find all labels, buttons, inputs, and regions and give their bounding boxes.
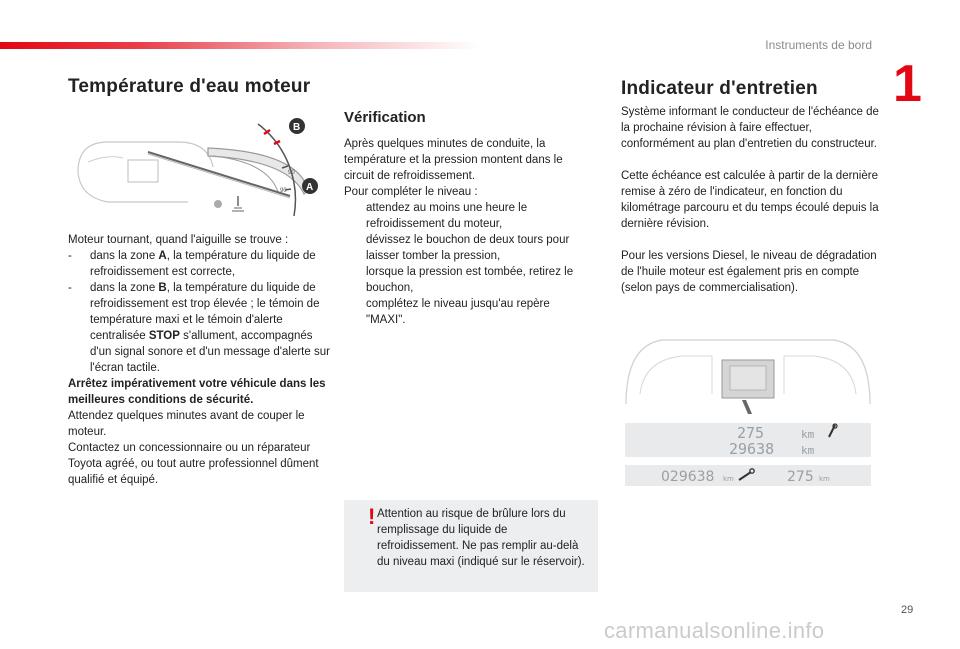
left-body xyxy=(68,232,330,488)
contact-text: Contactez un concessionnaire ou un réparateur Toyota agréé, ou tout autre professionnel dûment qualifié et équipé. xyxy=(68,442,319,486)
coolant-temperature-icon xyxy=(232,196,244,211)
zone-list xyxy=(68,248,330,376)
section-title-maintenance: Indicateur d'entretien xyxy=(621,78,818,99)
warning-text: Attention au risque de brûlure lors du remplissage du liquide de refroidissement. Ne pas remplir au-delà du niveau maxi (indiqué sur le réservoir). xyxy=(377,508,585,568)
service-display-lcd xyxy=(625,423,871,457)
list-item: dévissez le bouchon de deux tours pour laisser tomber la pression, xyxy=(366,234,570,262)
odometer-unit: km xyxy=(723,475,734,483)
header-color-bar xyxy=(0,42,480,49)
section-title-verification: Vérification xyxy=(344,109,426,126)
safety-notice: Arrêtez impérativement votre véhicule dans les meilleures conditions de sécurité. xyxy=(68,378,326,406)
running-title: Instruments de bord xyxy=(765,38,872,52)
temperature-gauge-illustration xyxy=(68,112,328,224)
list-item: attendez au moins une heure le refroidissement du moteur, xyxy=(366,202,528,230)
list-item: lorsque la pression est tombée, retirez le bouchon, xyxy=(366,266,574,294)
indicator-dot-icon xyxy=(214,200,222,208)
wrench-icon xyxy=(829,424,837,437)
odometer-unit-lcd: km xyxy=(801,444,815,457)
odometer-value-lcd: 29638 xyxy=(729,440,775,457)
list-item: - dans la zone B, la température du liquide de refroidissement est trop élevée ; le témoin de température maxi et le témoin d'alerte centralisée STOP s'allument, accompagnés d'un signal sonore et d'un message d'alerte sur l'écran tactile. xyxy=(68,282,330,374)
watermark: carmanualsonline.info xyxy=(604,618,825,643)
service-display-matrix xyxy=(625,465,871,486)
left-intro: Moteur tournant, quand l'aiguille se trouve : xyxy=(68,234,289,246)
verification-lead: Pour compléter le niveau : xyxy=(344,186,478,198)
wrench-icon xyxy=(739,469,754,480)
service-value: 275 xyxy=(787,469,814,485)
verification-intro: Après quelques minutes de conduite, la température et la pression montent dans le circuit de refroidissement. xyxy=(344,138,563,182)
maintenance-p2: Cette échéance est calculée à partir de la dernière remise à zéro de l'indicateur, en fonction du kilométrage parcouru et du temps écoulé depuis la dernière révision. xyxy=(621,170,879,230)
remaining-distance-value: 275 xyxy=(737,424,765,442)
list-item: complétez le niveau jusqu'au repère "MAXI". xyxy=(366,298,550,326)
steps-list xyxy=(344,200,588,328)
zone-a-label: A xyxy=(306,182,314,193)
list-item: - dans la zone A, la température du liquide de refroidissement est correcte, xyxy=(68,250,316,278)
page-number: 29 xyxy=(901,604,914,616)
warning-exclamation-icon: ! xyxy=(368,504,376,529)
zone-b-label: B xyxy=(293,122,301,133)
instrument-cluster-illustration xyxy=(622,334,874,418)
gauge-tick-90-bottom: 90 xyxy=(280,188,287,194)
right-body xyxy=(621,104,879,296)
maintenance-p1: Système informant le conducteur de l'échéance de la prochaine révision à faire effectuer, conformément au plan d'entretien du constructeur. xyxy=(621,106,879,150)
middle-body xyxy=(344,136,588,328)
odometer-value: 029638 xyxy=(661,469,715,485)
maintenance-p3: Pour les versions Diesel, le niveau de dégradation de l'huile moteur est également pris en compte (selon pays de commercialisation). xyxy=(621,250,877,294)
chapter-number: 1 xyxy=(893,55,922,113)
gauge-tick-90-top: 90 xyxy=(288,170,295,176)
warning-box xyxy=(344,500,598,592)
wait-text: Attendez quelques minutes avant de couper le moteur. xyxy=(68,410,305,438)
section-title-temperature: Température d'eau moteur xyxy=(68,76,311,97)
remaining-distance-unit: km xyxy=(801,428,815,441)
service-unit: km xyxy=(819,475,830,483)
